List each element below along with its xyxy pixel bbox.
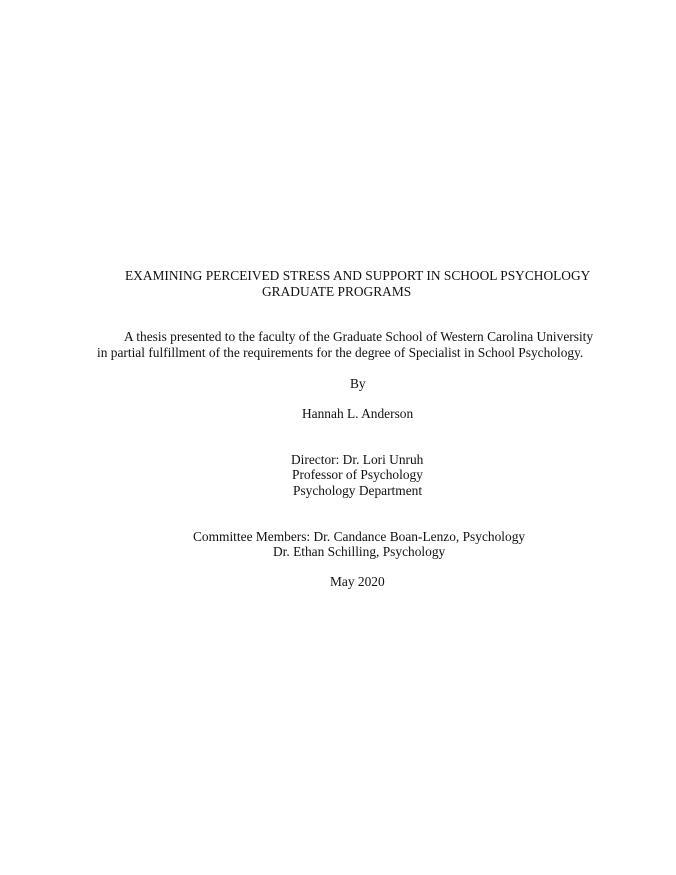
author-name: Hannah L. Anderson (302, 406, 414, 421)
director-title: Professor of Psychology (292, 467, 423, 482)
director-department: Psychology Department (293, 483, 423, 498)
committee-members-line-2: Dr. Ethan Schilling, Psychology (273, 544, 446, 559)
thesis-title-line-2: GRADUATE PROGRAMS (262, 284, 412, 299)
committee-members-line-1: Committee Members: Dr. Candance Boan-Lenzo, Psychology (193, 529, 526, 544)
thesis-title-line-1: EXAMINING PERCEIVED STRESS AND SUPPORT IN SCHOOL PSYCHOLOGY (125, 268, 591, 283)
thesis-description-line-1: A thesis presented to the faculty of the Graduate School of Western Carolina University (124, 329, 594, 344)
director-name: Director: Dr. Lori Unruh (291, 452, 424, 467)
by-label: By (350, 376, 366, 391)
thesis-date: May 2020 (330, 574, 385, 589)
thesis-description-line-2: in partial fulfillment of the requirements for the degree of Specialist in School Psychology. (97, 345, 584, 360)
